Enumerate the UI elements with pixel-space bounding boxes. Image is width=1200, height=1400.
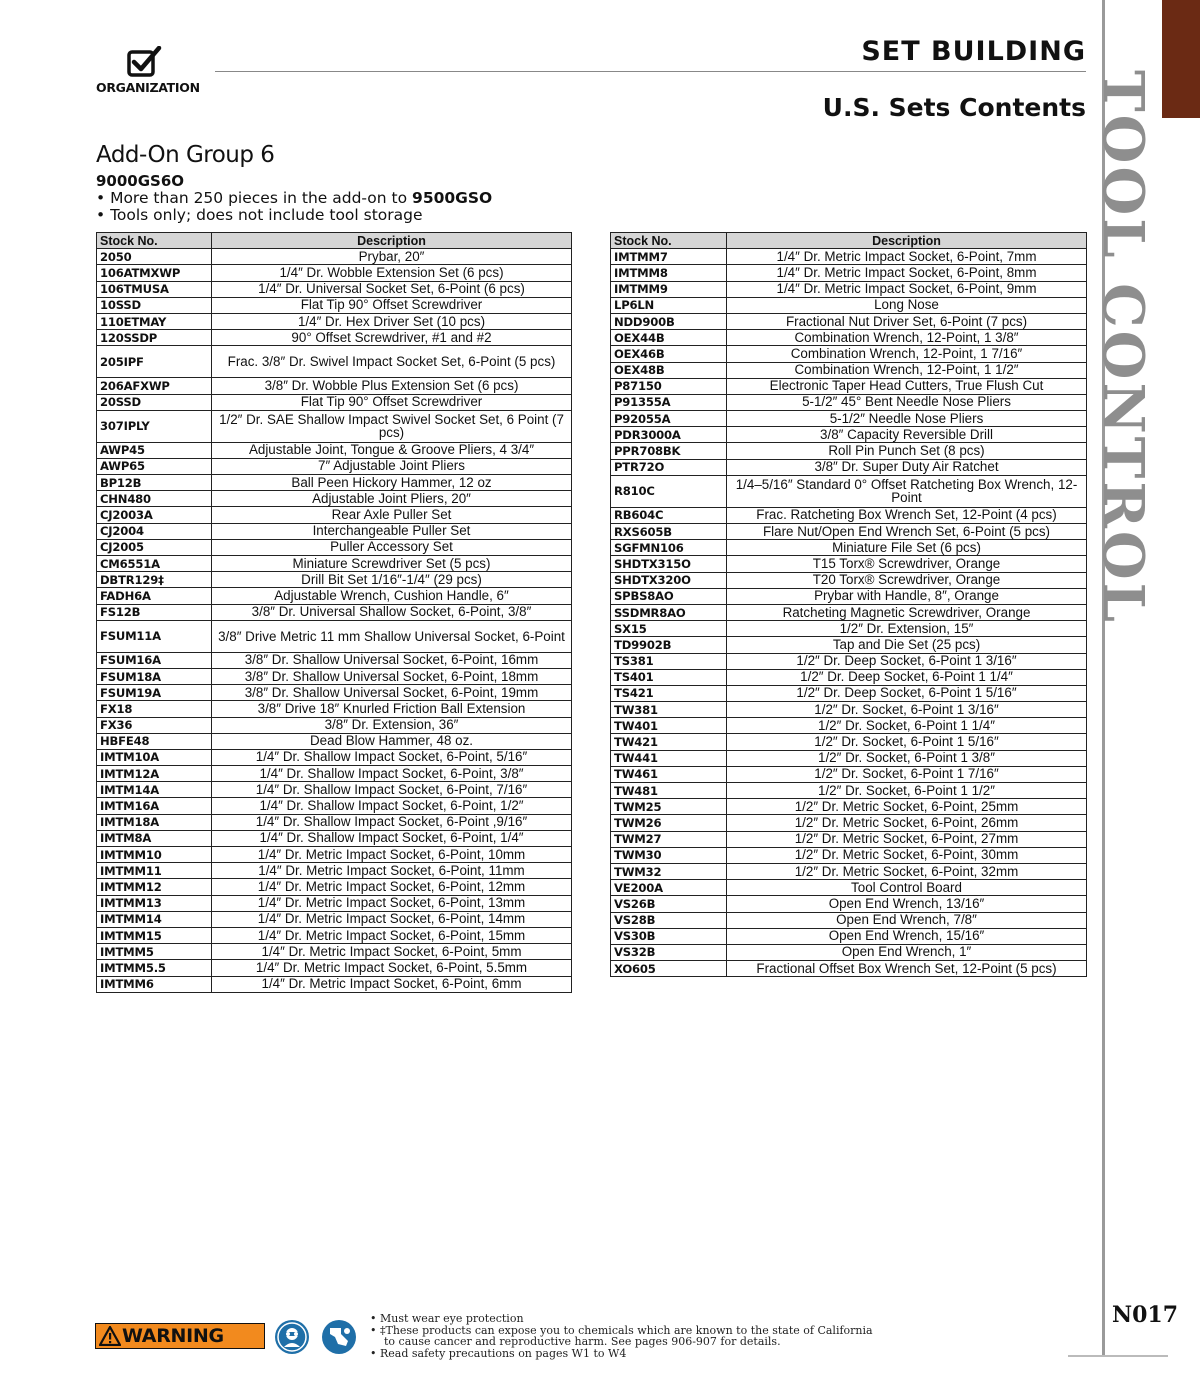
description-cell: Frac. Ratcheting Box Wrench Set, 12-Point (4 pcs)	[727, 507, 1087, 523]
stock-number-cell: PDR3000A	[611, 427, 727, 443]
stock-number-cell: TS401	[611, 669, 727, 685]
stock-number-cell: BP12B	[97, 475, 212, 491]
description-cell: 5-1/2″ Needle Nose Pliers	[727, 411, 1087, 427]
description-cell: 1/2″ Dr. Metric Socket, 6-Point, 30mm	[727, 847, 1087, 863]
table-row	[97, 911, 572, 927]
stock-number-cell: IMTM8A	[97, 830, 212, 846]
description-cell: 3/8″ Drive 18″ Knurled Friction Ball Extension	[212, 701, 572, 717]
table-row	[97, 782, 572, 798]
description-cell: Open End Wrench, 15/16″	[727, 928, 1087, 944]
description-cell: Open End Wrench, 7/8″	[727, 912, 1087, 928]
sidebar-title: TOOL CONTROL	[1090, 70, 1156, 626]
description-cell: 1/4″ Dr. Metric Impact Socket, 6-Point, 5.5mm	[212, 960, 572, 976]
table-row	[611, 346, 1087, 362]
stock-number-cell: 120SSDP	[97, 330, 212, 346]
table-row	[611, 330, 1087, 346]
description-cell: Flat Tip 90° Offset Screwdriver	[212, 297, 572, 313]
description-cell: Rear Axle Puller Set	[212, 507, 572, 523]
group-title: Add-On Group 6	[96, 142, 275, 168]
table-row	[611, 524, 1087, 540]
table-row	[97, 798, 572, 814]
description-cell: 1/4″ Dr. Shallow Impact Socket, 6-Point ,9/16″	[212, 814, 572, 830]
stock-number-cell: SPBS8AO	[611, 588, 727, 604]
stock-number-cell: IMTMM14	[97, 911, 212, 927]
warning-triangle-icon	[99, 1326, 121, 1346]
stock-number-cell: RXS605B	[611, 524, 727, 540]
stock-number-cell: CM6551A	[97, 556, 212, 572]
stock-number-cell: VS30B	[611, 928, 727, 944]
description-cell: 1/4″ Dr. Metric Impact Socket, 6-Point, 14mm	[212, 911, 572, 927]
table-row	[611, 378, 1087, 394]
table-row	[97, 313, 572, 329]
table-row	[97, 960, 572, 976]
stock-number-cell: 10SSD	[97, 297, 212, 313]
description-cell: Prybar with Handle, 8″, Orange	[727, 588, 1087, 604]
table-row	[97, 701, 572, 717]
description-cell: Adjustable Wrench, Cushion Handle, 6″	[212, 588, 572, 604]
table-row	[97, 588, 572, 604]
description-cell: 1/2″ Dr. Socket, 6-Point 1 1/2″	[727, 783, 1087, 799]
stock-number-cell: TW481	[611, 783, 727, 799]
stock-number-cell: SHDTX320O	[611, 572, 727, 588]
table-row	[97, 330, 572, 346]
description-cell: Fractional Nut Driver Set, 6-Point (7 pcs)	[727, 313, 1087, 329]
description-cell: 1/4″ Dr. Metric Impact Socket, 6-Point, 6mm	[212, 976, 572, 992]
table-row	[97, 895, 572, 911]
page-subtitle: U.S. Sets Contents	[822, 93, 1086, 122]
table-row	[611, 734, 1087, 750]
stock-number-cell: TW441	[611, 750, 727, 766]
table-row	[97, 652, 572, 668]
table-row	[611, 847, 1087, 863]
table-row	[611, 944, 1087, 960]
eye-protection-icon	[274, 1319, 310, 1355]
stock-number-cell: FSUM18A	[97, 668, 212, 684]
table-row	[611, 313, 1087, 329]
description-cell: 5-1/2″ 45° Bent Needle Nose Pliers	[727, 394, 1087, 410]
stock-number-cell: TWM26	[611, 815, 727, 831]
table-row	[97, 410, 572, 442]
checkbox-check-icon	[126, 46, 162, 78]
table-row	[611, 475, 1087, 507]
description-cell: Miniature Screwdriver Set (5 pcs)	[212, 556, 572, 572]
stock-number-cell: 110ETMAY	[97, 313, 212, 329]
stock-number-cell: IMTMM12	[97, 879, 212, 895]
description-cell: Combination Wrench, 12-Point, 1 7/16″	[727, 346, 1087, 362]
description-cell: T15 Torx® Screwdriver, Orange	[727, 556, 1087, 572]
stock-number-cell: IMTM14A	[97, 782, 212, 798]
table-row	[97, 556, 572, 572]
stock-number-cell: TD9902B	[611, 637, 727, 653]
table-row	[97, 572, 572, 588]
description-cell: Dead Blow Hammer, 48 oz.	[212, 733, 572, 749]
warning-label	[95, 1323, 265, 1349]
california-prop65-icon	[321, 1319, 357, 1355]
stock-number-cell: IMTMM5.5	[97, 960, 212, 976]
description-cell: 1/2″ Dr. Socket, 6-Point 1 3/16″	[727, 702, 1087, 718]
description-cell: 1/2″ Dr. Socket, 6-Point 1 7/16″	[727, 766, 1087, 782]
bullet-tools-only: • Tools only; does not include tool storage	[96, 206, 423, 224]
stock-number-cell: FS12B	[97, 604, 212, 620]
description-cell: Frac. 3/8″ Dr. Swivel Impact Socket Set, 6-Point (5 pcs)	[212, 346, 572, 378]
description-cell: 1/2″ Dr. Socket, 6-Point 1 3/8″	[727, 750, 1087, 766]
table-row	[97, 766, 572, 782]
sidebar-color-tab	[1162, 0, 1200, 118]
table-row	[611, 928, 1087, 944]
stock-number-cell: TW421	[611, 734, 727, 750]
table-row	[611, 443, 1087, 459]
description-cell: Interchangeable Puller Set	[212, 523, 572, 539]
stock-number-cell: VS26B	[611, 896, 727, 912]
bullet-addon-code: 9500GSO	[412, 189, 493, 207]
table-row	[97, 863, 572, 879]
table-row	[611, 961, 1087, 977]
stock-number-cell: TS421	[611, 685, 727, 701]
stock-number-cell: CJ2005	[97, 539, 212, 555]
description-cell: 1/4–5/16″ Standard 0° Offset Ratcheting Box Wrench, 12-Point	[727, 475, 1087, 507]
table-row	[611, 572, 1087, 588]
description-cell: 3/8″ Dr. Super Duty Air Ratchet	[727, 459, 1087, 475]
stock-number-cell: FADH6A	[97, 588, 212, 604]
table-row	[97, 346, 572, 378]
warning-text: WARNING	[122, 1325, 224, 1347]
table-row	[611, 249, 1087, 265]
table-row	[97, 879, 572, 895]
stock-number-cell: R810C	[611, 475, 727, 507]
table-row	[97, 297, 572, 313]
table-row	[97, 394, 572, 410]
table-row	[97, 491, 572, 507]
stock-number-cell: 106ATMXWP	[97, 265, 212, 281]
stock-number-cell: SSDMR8AO	[611, 604, 727, 620]
description-cell: Drill Bit Set 1/16″-1/4″ (29 pcs)	[212, 572, 572, 588]
stock-number-cell: TS381	[611, 653, 727, 669]
table-row	[97, 475, 572, 491]
table-row	[97, 539, 572, 555]
table-row	[611, 297, 1087, 313]
stock-number-cell: IMTM12A	[97, 766, 212, 782]
table-row	[611, 702, 1087, 718]
stock-number-cell: RB604C	[611, 507, 727, 523]
contents-table-right	[610, 232, 1087, 977]
stock-number-cell: VS32B	[611, 944, 727, 960]
stock-number-cell: TWM30	[611, 847, 727, 863]
stock-number-cell: CHN480	[97, 491, 212, 507]
stock-number-cell: PPR708BK	[611, 443, 727, 459]
description-cell: Adjustable Joint Pliers, 20″	[212, 491, 572, 507]
stock-number-cell: IMTMM5	[97, 944, 212, 960]
table-row	[97, 265, 572, 281]
stock-number-cell: 106TMUSA	[97, 281, 212, 297]
stock-number-cell: IMTMM10	[97, 847, 212, 863]
stock-number-cell: IMTM10A	[97, 749, 212, 765]
description-cell: Flare Nut/Open End Wrench Set, 6-Point (5 pcs)	[727, 524, 1087, 540]
table-row	[611, 750, 1087, 766]
stock-number-cell: AWP45	[97, 442, 212, 458]
stock-number-cell: OEX44B	[611, 330, 727, 346]
column-header-stock: Stock No.	[97, 233, 212, 249]
description-cell: Combination Wrench, 12-Point, 1 1/2″	[727, 362, 1087, 378]
stock-number-cell: TW461	[611, 766, 727, 782]
warning-note-prop65-cont: to cause cancer and reproductive harm. See pages 906-907 for details.	[384, 1335, 781, 1348]
stock-number-cell: OEX46B	[611, 346, 727, 362]
column-header-description: Description	[212, 233, 572, 249]
description-cell: 3/8″ Capacity Reversible Drill	[727, 427, 1087, 443]
table-row	[97, 814, 572, 830]
contents-table-left	[96, 232, 572, 993]
description-cell: Roll Pin Punch Set (8 pcs)	[727, 443, 1087, 459]
description-cell: Puller Accessory Set	[212, 539, 572, 555]
table-row	[97, 717, 572, 733]
description-cell: T20 Torx® Screwdriver, Orange	[727, 572, 1087, 588]
warning-note-eye: • Must wear eye protection	[370, 1312, 524, 1325]
table-row	[611, 815, 1087, 831]
description-cell: Ratcheting Magnetic Screwdriver, Orange	[727, 604, 1087, 620]
stock-number-cell: 20SSD	[97, 394, 212, 410]
stock-number-cell: VS28B	[611, 912, 727, 928]
table-row	[611, 427, 1087, 443]
description-cell: 3/8″ Dr. Wobble Plus Extension Set (6 pcs)	[212, 378, 572, 394]
description-cell: Fractional Offset Box Wrench Set, 12-Point (5 pcs)	[727, 961, 1087, 977]
table-row	[611, 588, 1087, 604]
table-row	[97, 249, 572, 265]
stock-number-cell: P92055A	[611, 411, 727, 427]
stock-number-cell: TW401	[611, 718, 727, 734]
logo-label: ORGANIZATION	[96, 80, 200, 95]
description-cell: 1/4″ Dr. Metric Impact Socket, 6-Point, 9mm	[727, 281, 1087, 297]
stock-number-cell: AWP65	[97, 458, 212, 474]
table-row	[611, 863, 1087, 879]
stock-number-cell: HBFE48	[97, 733, 212, 749]
stock-number-cell: FX18	[97, 701, 212, 717]
organization-logo	[96, 46, 200, 95]
description-cell: 1/4″ Dr. Metric Impact Socket, 6-Point, 10mm	[212, 847, 572, 863]
description-cell: 1/4″ Dr. Wobble Extension Set (6 pcs)	[212, 265, 572, 281]
group-bullets	[96, 190, 492, 224]
column-header-description: Description	[727, 233, 1087, 249]
description-cell: 1/4″ Dr. Hex Driver Set (10 pcs)	[212, 313, 572, 329]
table-row	[611, 637, 1087, 653]
stock-number-cell: DBTR129‡	[97, 572, 212, 588]
table-row	[97, 685, 572, 701]
table-row	[611, 831, 1087, 847]
stock-number-cell: FSUM11A	[97, 620, 212, 652]
table-row	[611, 799, 1087, 815]
stock-number-cell: IMTM16A	[97, 798, 212, 814]
table-row	[611, 265, 1087, 281]
stock-number-cell: IMTMM7	[611, 249, 727, 265]
table-row	[611, 912, 1087, 928]
stock-number-cell: TWM25	[611, 799, 727, 815]
table-row	[611, 880, 1087, 896]
description-cell: 3/8″ Dr. Shallow Universal Socket, 6-Point, 16mm	[212, 652, 572, 668]
stock-number-cell: P91355A	[611, 394, 727, 410]
warning-note-safety: • Read safety precautions on pages W1 to W4	[370, 1346, 627, 1360]
description-cell: 90° Offset Screwdriver, #1 and #2	[212, 330, 572, 346]
description-cell: Tool Control Board	[727, 880, 1087, 896]
table-row	[97, 668, 572, 684]
stock-number-cell: IMTMM8	[611, 265, 727, 281]
description-cell: Ball Peen Hickory Hammer, 12 oz	[212, 475, 572, 491]
page-number: N017	[1112, 1302, 1179, 1328]
description-cell: 1/4″ Dr. Shallow Impact Socket, 6-Point, 7/16″	[212, 782, 572, 798]
stock-number-cell: SHDTX315O	[611, 556, 727, 572]
table-row	[97, 830, 572, 846]
table-row	[611, 411, 1087, 427]
stock-number-cell: IMTMM13	[97, 895, 212, 911]
stock-number-cell: SX15	[611, 621, 727, 637]
stock-number-cell: 205IPF	[97, 346, 212, 378]
description-cell: 1/4″ Dr. Metric Impact Socket, 6-Point, 12mm	[212, 879, 572, 895]
description-cell: 1/4″ Dr. Universal Socket Set, 6-Point (6 pcs)	[212, 281, 572, 297]
description-cell: 1/2″ Dr. Deep Socket, 6-Point 1 3/16″	[727, 653, 1087, 669]
stock-number-cell: CJ2003A	[97, 507, 212, 523]
table-row	[611, 507, 1087, 523]
table-row	[611, 685, 1087, 701]
stock-number-cell: PTR72O	[611, 459, 727, 475]
header-rule	[215, 71, 1086, 72]
table-row	[611, 362, 1087, 378]
footer-rule	[1068, 1355, 1168, 1357]
description-cell: Adjustable Joint, Tongue & Groove Pliers, 4 3/4″	[212, 442, 572, 458]
stock-number-cell: 206AFXWP	[97, 378, 212, 394]
description-cell: 1/4″ Dr. Shallow Impact Socket, 6-Point, 5/16″	[212, 749, 572, 765]
table-row	[97, 620, 572, 652]
stock-number-cell: IMTMM9	[611, 281, 727, 297]
table-row	[97, 378, 572, 394]
stock-number-cell: 307IPLY	[97, 410, 212, 442]
stock-number-cell: 2050	[97, 249, 212, 265]
stock-number-cell: FSUM16A	[97, 652, 212, 668]
description-cell: 7″ Adjustable Joint Pliers	[212, 458, 572, 474]
table-row	[611, 783, 1087, 799]
description-cell: 1/2″ Dr. Socket, 6-Point 1 5/16″	[727, 734, 1087, 750]
table-row	[611, 766, 1087, 782]
table-row	[611, 281, 1087, 297]
description-cell: 1/4″ Dr. Metric Impact Socket, 6-Point, 7mm	[727, 249, 1087, 265]
table-row	[611, 718, 1087, 734]
description-cell: 3/8″ Dr. Extension, 36″	[212, 717, 572, 733]
stock-number-cell: TW381	[611, 702, 727, 718]
description-cell: 3/8″ Dr. Shallow Universal Socket, 6-Point, 19mm	[212, 685, 572, 701]
table-row	[611, 604, 1087, 620]
column-header-stock: Stock No.	[611, 233, 727, 249]
description-cell: 1/2″ Dr. Metric Socket, 6-Point, 27mm	[727, 831, 1087, 847]
table-row	[611, 459, 1087, 475]
description-cell: 1/4″ Dr. Shallow Impact Socket, 6-Point, 1/2″	[212, 798, 572, 814]
table-row	[97, 507, 572, 523]
description-cell: 1/2″ Dr. Deep Socket, 6-Point 1 5/16″	[727, 685, 1087, 701]
stock-number-cell: IMTMM15	[97, 927, 212, 943]
table-row	[611, 540, 1087, 556]
table-row	[97, 847, 572, 863]
warning-note-prop65: • ‡These products can expose you to chemicals which are known to the state of California	[370, 1323, 873, 1337]
table-row	[611, 556, 1087, 572]
table-row	[97, 976, 572, 992]
stock-number-cell: P87150	[611, 378, 727, 394]
stock-number-cell: SGFMN106	[611, 540, 727, 556]
bullet-addon	[96, 190, 492, 207]
table-row	[611, 653, 1087, 669]
description-cell: Long Nose	[727, 297, 1087, 313]
stock-number-cell: VE200A	[611, 880, 727, 896]
table-row	[97, 733, 572, 749]
table-row	[97, 523, 572, 539]
stock-number-cell: FSUM19A	[97, 685, 212, 701]
description-cell: 1/2″ Dr. Socket, 6-Point 1 1/4″	[727, 718, 1087, 734]
description-cell: Flat Tip 90° Offset Screwdriver	[212, 394, 572, 410]
description-cell: Electronic Taper Head Cutters, True Flush Cut	[727, 378, 1087, 394]
table-row	[611, 621, 1087, 637]
description-cell: 1/2″ Dr. Metric Socket, 6-Point, 25mm	[727, 799, 1087, 815]
table-row	[97, 442, 572, 458]
description-cell: 1/4″ Dr. Metric Impact Socket, 6-Point, 13mm	[212, 895, 572, 911]
warning-notes	[370, 1313, 873, 1359]
description-cell: 1/2″ Dr. Metric Socket, 6-Point, 32mm	[727, 863, 1087, 879]
description-cell: 3/8″ Dr. Shallow Universal Socket, 6-Point, 18mm	[212, 668, 572, 684]
description-cell: 1/4″ Dr. Metric Impact Socket, 6-Point, 15mm	[212, 927, 572, 943]
description-cell: 1/4″ Dr. Metric Impact Socket, 6-Point, 11mm	[212, 863, 572, 879]
stock-number-cell: LP6LN	[611, 297, 727, 313]
table-row	[611, 669, 1087, 685]
stock-number-cell: TWM27	[611, 831, 727, 847]
description-cell: Open End Wrench, 13/16″	[727, 896, 1087, 912]
stock-number-cell: IMTMM6	[97, 976, 212, 992]
description-cell: 1/4″ Dr. Metric Impact Socket, 6-Point, 8mm	[727, 265, 1087, 281]
description-cell: 1/4″ Dr. Shallow Impact Socket, 6-Point, 1/4″	[212, 830, 572, 846]
description-cell: 1/2″ Dr. Deep Socket, 6-Point 1 1/4″	[727, 669, 1087, 685]
table-row	[97, 458, 572, 474]
table-row	[97, 604, 572, 620]
table-row	[97, 927, 572, 943]
description-cell: Combination Wrench, 12-Point, 1 3/8″	[727, 330, 1087, 346]
stock-number-cell: CJ2004	[97, 523, 212, 539]
stock-number-cell: IMTM18A	[97, 814, 212, 830]
description-cell: Prybar, 20″	[212, 249, 572, 265]
stock-number-cell: FX36	[97, 717, 212, 733]
stock-number-cell: TWM32	[611, 863, 727, 879]
description-cell: 1/2″ Dr. Metric Socket, 6-Point, 26mm	[727, 815, 1087, 831]
description-cell: 3/8″ Drive Metric 11 mm Shallow Universal Socket, 6-Point	[212, 620, 572, 652]
stock-number-cell: NDD900B	[611, 313, 727, 329]
description-cell: Tap and Die Set (25 pcs)	[727, 637, 1087, 653]
stock-number-cell: IMTMM11	[97, 863, 212, 879]
description-cell: 3/8″ Dr. Universal Shallow Socket, 6-Point, 3/8″	[212, 604, 572, 620]
table-row	[97, 944, 572, 960]
description-cell: 1/2″ Dr. Extension, 15″	[727, 621, 1087, 637]
table-row	[611, 394, 1087, 410]
section-title: SET BUILDING	[861, 36, 1086, 67]
table-row	[611, 896, 1087, 912]
description-cell: 1/2″ Dr. SAE Shallow Impact Swivel Socket Set, 6 Point (7 pcs)	[212, 410, 572, 442]
description-cell: Open End Wrench, 1″	[727, 944, 1087, 960]
group-code: 9000GS6O	[96, 172, 185, 190]
table-row	[97, 749, 572, 765]
description-cell: 1/4″ Dr. Metric Impact Socket, 6-Point, 5mm	[212, 944, 572, 960]
bullet-addon-text: • More than 250 pieces in the add-on to	[96, 189, 413, 207]
stock-number-cell: XO605	[611, 961, 727, 977]
stock-number-cell: OEX48B	[611, 362, 727, 378]
description-cell: Miniature File Set (6 pcs)	[727, 540, 1087, 556]
description-cell: 1/4″ Dr. Shallow Impact Socket, 6-Point, 3/8″	[212, 766, 572, 782]
table-row	[97, 281, 572, 297]
